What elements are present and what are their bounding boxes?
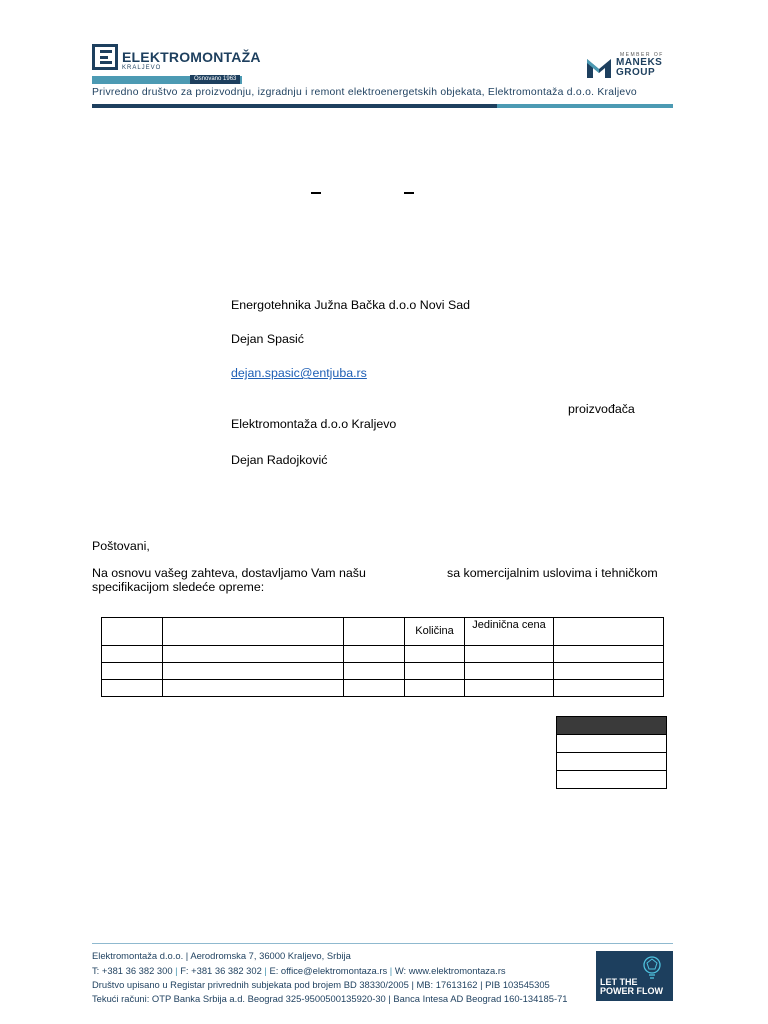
- table-cell: [163, 646, 344, 663]
- greeting: Poštovani,: [92, 539, 150, 553]
- table-cell: [465, 680, 554, 697]
- table-cell: [465, 646, 554, 663]
- maneks-logo-icon: [586, 55, 612, 79]
- recipient-email-link[interactable]: dejan.spasic@entjuba.rs: [231, 366, 367, 380]
- table-header-cell: [554, 618, 664, 646]
- table-row: [102, 680, 664, 697]
- company-tagline: Privredno društvo za proizvodnju, izgradnju i remont elektroenergetskih objekata, Elektromontaža d.o.o. Kraljevo: [92, 87, 637, 98]
- table-cell: [405, 646, 465, 663]
- footer-separator: |: [175, 965, 178, 976]
- table-cell: [344, 646, 405, 663]
- company-logo-city: KRALJEVO: [122, 65, 162, 71]
- table-cell: [554, 680, 664, 697]
- table-header-cell: [102, 618, 163, 646]
- specification-table: [101, 617, 664, 697]
- footer-registry: Društvo upisano u Registar privrednih subjekata pod brojem BD 38330/2005 | MB: 17613162 | PIB 103545305: [92, 979, 550, 990]
- footer-email-link[interactable]: E: office@elektromontaza.rs: [269, 965, 388, 976]
- footer-contacts: [92, 965, 506, 976]
- body-line1-b: sa komercijalnim uslovima i tehničkom: [447, 566, 658, 580]
- table-header-quantity: Količina: [405, 618, 465, 646]
- maneks-name-line1: MANEKS: [616, 57, 663, 68]
- body-line2: specifikacijom sledeće opreme:: [92, 580, 265, 594]
- totals-cell: [557, 753, 667, 771]
- member-of-label: MEMBER OF: [620, 52, 664, 58]
- title-dash-right: [404, 192, 414, 194]
- totals-header-cell: [557, 717, 667, 735]
- footer-fax: F: +381 36 382 302: [180, 965, 262, 976]
- table-cell: [405, 680, 465, 697]
- totals-row: [557, 735, 667, 753]
- footer-rule: [92, 943, 673, 944]
- table-header-cell: [344, 618, 405, 646]
- header-rule-dark: [92, 104, 497, 108]
- table-cell: [465, 663, 554, 680]
- totals-row: [557, 771, 667, 789]
- recipient-company: Energotehnika Južna Bačka d.o.o Novi Sad: [231, 298, 471, 312]
- table-row: [102, 663, 664, 680]
- table-header-unit-price: Jedinična cena: [465, 618, 554, 646]
- table-cell: [344, 680, 405, 697]
- badge-line2: POWER FLOW: [600, 986, 663, 996]
- maneks-group-name: [616, 58, 662, 78]
- footer-separator: |: [389, 965, 393, 976]
- sender-company: Elektromontaža d.o.o Kraljevo: [231, 417, 397, 431]
- table-cell: [344, 663, 405, 680]
- totals-cell: [557, 771, 667, 789]
- recipient-person: Dejan Spasić: [231, 332, 305, 346]
- table-header-row: [102, 618, 664, 646]
- badge-line1: LET THE: [600, 977, 638, 987]
- table-header-cell: [163, 618, 344, 646]
- header-rule-light: [497, 104, 673, 108]
- founded-label: Osnovano 1963: [190, 75, 240, 84]
- table-cell: [102, 663, 163, 680]
- totals-header-row: [557, 717, 667, 735]
- totals-row: [557, 753, 667, 771]
- title-dash-left: [311, 192, 321, 194]
- sender-role: proizvođača: [568, 402, 635, 416]
- table-cell: [554, 663, 664, 680]
- table-cell: [554, 646, 664, 663]
- table-cell: [163, 663, 344, 680]
- maneks-name-line2: GROUP: [616, 67, 656, 78]
- company-logo-icon: [92, 44, 118, 70]
- footer-bank-accounts: Tekući računi: OTP Banka Srbija a.d. Beograd 325-9500500135920-30 | Banca Intesa AD Beograd 160-134185-71: [92, 993, 568, 1004]
- table-cell: [102, 646, 163, 663]
- badge-text: [600, 978, 663, 996]
- body-line1-a: Na osnovu vašeg zahteva, dostavljamo Vam našu: [92, 566, 366, 580]
- footer-website-link[interactable]: W: www.elektromontaza.rs: [394, 965, 506, 976]
- footer-phone: T: +381 36 382 300: [92, 965, 173, 976]
- sender-person: Dejan Radojković: [231, 453, 328, 467]
- table-cell: [163, 680, 344, 697]
- company-logo-name: ELEKTROMONTAŽA: [122, 49, 261, 65]
- totals-cell: [557, 735, 667, 753]
- table-cell: [102, 680, 163, 697]
- totals-table: [556, 716, 667, 789]
- footer-separator: |: [264, 965, 267, 976]
- table-row: [102, 646, 664, 663]
- table-cell: [405, 663, 465, 680]
- footer-address: Elektromontaža d.o.o. | Aerodromska 7, 36000 Kraljevo, Srbija: [92, 950, 351, 961]
